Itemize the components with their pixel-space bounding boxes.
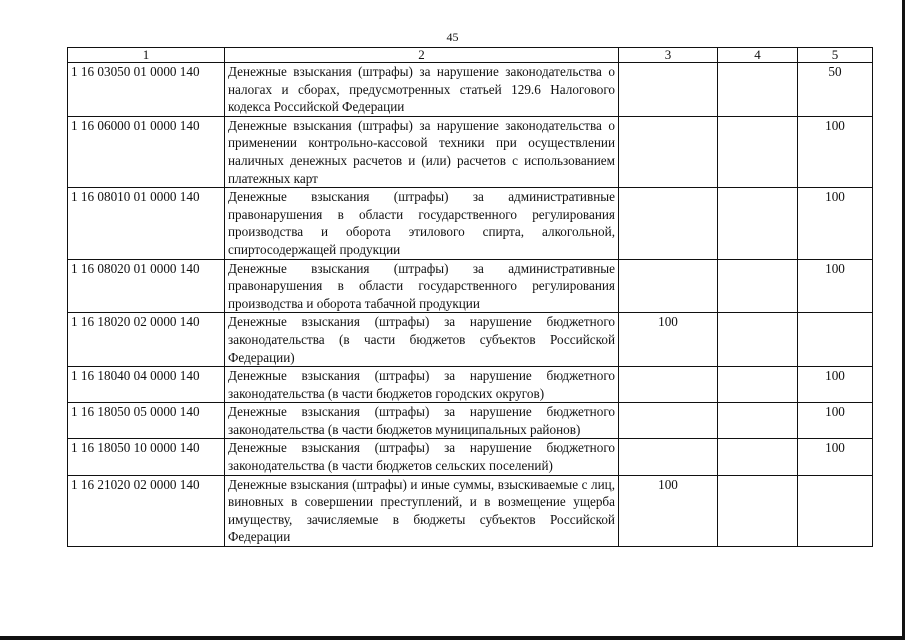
scan-border-bottom — [0, 636, 905, 640]
description-cell: Денежные взыскания (штрафы) за нарушение бюджетного законодательства (в части бюджетов муниципальных районов) — [225, 403, 619, 439]
column-header-1: 1 — [68, 48, 225, 63]
table-row — [68, 475, 873, 546]
description-cell: Денежные взыскания (штрафы) за административные правонарушения в области государственного регулирования производства и оборота этилового спирта, алкогольной, спиртосодержащей продукции — [225, 188, 619, 259]
table-row — [68, 313, 873, 367]
column-header-2: 2 — [225, 48, 619, 63]
table-row — [68, 259, 873, 313]
column-5-value: 100 — [798, 439, 873, 475]
column-3-value — [619, 439, 718, 475]
column-3-value — [619, 367, 718, 403]
description-cell: Денежные взыскания (штрафы) и иные суммы, взыскиваемые с лиц, виновных в совершении преступлений, и в возмещение ущерба имуществу, зачисляемые в бюджеты субъектов Российской Федерации — [225, 475, 619, 546]
budget-code-cell: 1 16 18050 05 0000 140 — [68, 403, 225, 439]
column-5-value — [798, 313, 873, 367]
description-cell: Денежные взыскания (штрафы) за нарушение законодательства о налогах и сборах, предусмотренных статьей 129.6 Налогового кодекса Российской Федерации — [225, 63, 619, 117]
column-header-3: 3 — [619, 48, 718, 63]
column-header-4: 4 — [718, 48, 798, 63]
budget-code-cell: 1 16 03050 01 0000 140 — [68, 63, 225, 117]
table-row — [68, 188, 873, 259]
table-header-row — [68, 48, 873, 63]
table-row — [68, 116, 873, 187]
column-5-value: 100 — [798, 403, 873, 439]
column-4-value — [718, 367, 798, 403]
column-3-value — [619, 259, 718, 313]
column-5-value: 100 — [798, 188, 873, 259]
description-cell: Денежные взыскания (штрафы) за нарушение бюджетного законодательства (в части бюджетов городских округов) — [225, 367, 619, 403]
table-row — [68, 403, 873, 439]
description-cell: Денежные взыскания (штрафы) за нарушение бюджетного законодательства (в части бюджетов сельских поселений) — [225, 439, 619, 475]
page-number: 45 — [446, 30, 459, 44]
budget-code-cell: 1 16 18040 04 0000 140 — [68, 367, 225, 403]
column-4-value — [718, 313, 798, 367]
table-body — [68, 63, 873, 547]
column-3-value: 100 — [619, 313, 718, 367]
column-4-value — [718, 116, 798, 187]
budget-code-cell: 1 16 18050 10 0000 140 — [68, 439, 225, 475]
column-3-value — [619, 188, 718, 259]
description-cell: Денежные взыскания (штрафы) за административные правонарушения в области государственного регулирования производства и оборота табачной продукции — [225, 259, 619, 313]
budget-code-cell: 1 16 21020 02 0000 140 — [68, 475, 225, 546]
column-5-value: 100 — [798, 367, 873, 403]
column-4-value — [718, 403, 798, 439]
column-4-value — [718, 439, 798, 475]
description-cell: Денежные взыскания (штрафы) за нарушение законодательства о применении контрольно-кассовой техники при осуществлении наличных денежных расчетов и (или) расчетов с использованием платежных карт — [225, 116, 619, 187]
column-5-value: 100 — [798, 116, 873, 187]
column-4-value — [718, 63, 798, 117]
table-row — [68, 63, 873, 117]
column-4-value — [718, 475, 798, 546]
column-5-value: 100 — [798, 259, 873, 313]
column-header-5: 5 — [798, 48, 873, 63]
column-5-value — [798, 475, 873, 546]
description-cell: Денежные взыскания (штрафы) за нарушение бюджетного законодательства (в части бюджетов субъектов Российской Федерации) — [225, 313, 619, 367]
budget-code-cell: 1 16 06000 01 0000 140 — [68, 116, 225, 187]
revenue-codes-table — [67, 47, 873, 547]
column-4-value — [718, 259, 798, 313]
column-5-value: 50 — [798, 63, 873, 117]
column-3-value — [619, 403, 718, 439]
column-4-value — [718, 188, 798, 259]
column-3-value — [619, 116, 718, 187]
table-row — [68, 439, 873, 475]
budget-code-cell: 1 16 08020 01 0000 140 — [68, 259, 225, 313]
column-3-value — [619, 63, 718, 117]
budget-code-cell: 1 16 18020 02 0000 140 — [68, 313, 225, 367]
column-3-value: 100 — [619, 475, 718, 546]
budget-code-cell: 1 16 08010 01 0000 140 — [68, 188, 225, 259]
table-row — [68, 367, 873, 403]
